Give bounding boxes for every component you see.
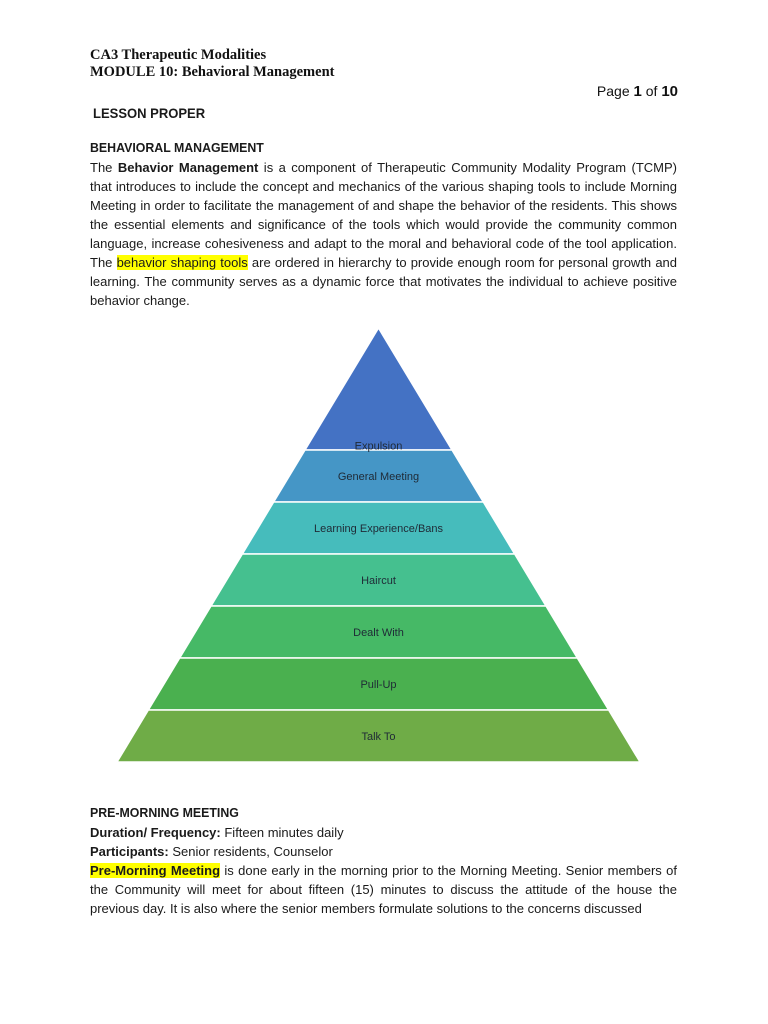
pyramid-label-1: General Meeting bbox=[337, 471, 420, 483]
pyramid-label-4: Dealt With bbox=[353, 627, 404, 639]
term-behavior-management: Behavior Management bbox=[117, 160, 259, 175]
page-prefix: Page bbox=[596, 83, 630, 99]
pyramid-label-6: Talk To bbox=[361, 731, 396, 743]
course-title: CA3 Therapeutic Modalities bbox=[90, 47, 267, 63]
section-heading-premorning: PRE-MORNING MEETING bbox=[90, 805, 239, 820]
para-part1: is a component of Therapeutic Community Modality Program (TCMP) that introduces to include the concept and mechanics of the various shaping tools to include Morning Meeting in order to facilitate the management of and shape the behavior of the residents. This shows the essential elements and significance of the tools which would provide the community common language, increase cohesiveness and adapt to the moral and behavioral code of the tool application. The bbox=[90, 160, 677, 270]
para-the: The bbox=[90, 160, 113, 175]
pyramid-level-0 bbox=[305, 328, 452, 450]
duration-label: Duration/ Frequency: bbox=[90, 825, 221, 840]
para-part2: are ordered in hierarchy to provide enough room for personal growth and learning. The community serves as a dynamic force that motivates the individual to achieve positive behavior change. bbox=[90, 255, 678, 308]
duration-value: Fifteen minutes daily bbox=[220, 825, 344, 840]
pyramid-label-2: Learning Experience/Bans bbox=[313, 523, 444, 535]
page-total: 10 bbox=[661, 83, 678, 100]
pyramid-label-5: Pull-Up bbox=[360, 679, 397, 691]
lesson-title: LESSON PROPER bbox=[93, 105, 206, 121]
pyramid-label-3: Haircut bbox=[361, 575, 396, 587]
participants-label: Participants: bbox=[90, 844, 169, 859]
pyramid-label-0: Expulsion bbox=[354, 440, 403, 453]
highlight-premorning: Pre-Morning Meeting bbox=[90, 863, 221, 878]
participants-line bbox=[90, 842, 677, 862]
module-title: MODULE 10: Behavioral Management bbox=[90, 64, 335, 80]
page-of: of bbox=[645, 83, 658, 99]
participants-value: Senior residents, Counselor bbox=[168, 844, 333, 859]
page-current: 1 bbox=[633, 83, 642, 100]
premorning-paragraph bbox=[90, 861, 677, 918]
duration-line bbox=[90, 823, 677, 843]
section-heading-behavioral: BEHAVIORAL MANAGEMENT bbox=[90, 140, 264, 155]
premorning-text: is done early in the morning prior to the Morning Meeting. Senior members of the Community will meet for about fifteen (15) minutes to discuss the attitude of the house the previous day. It is also where the senior members formulate solutions to the concerns discussed bbox=[90, 863, 677, 916]
highlight-shaping-tools: behavior shaping tools bbox=[116, 255, 248, 270]
